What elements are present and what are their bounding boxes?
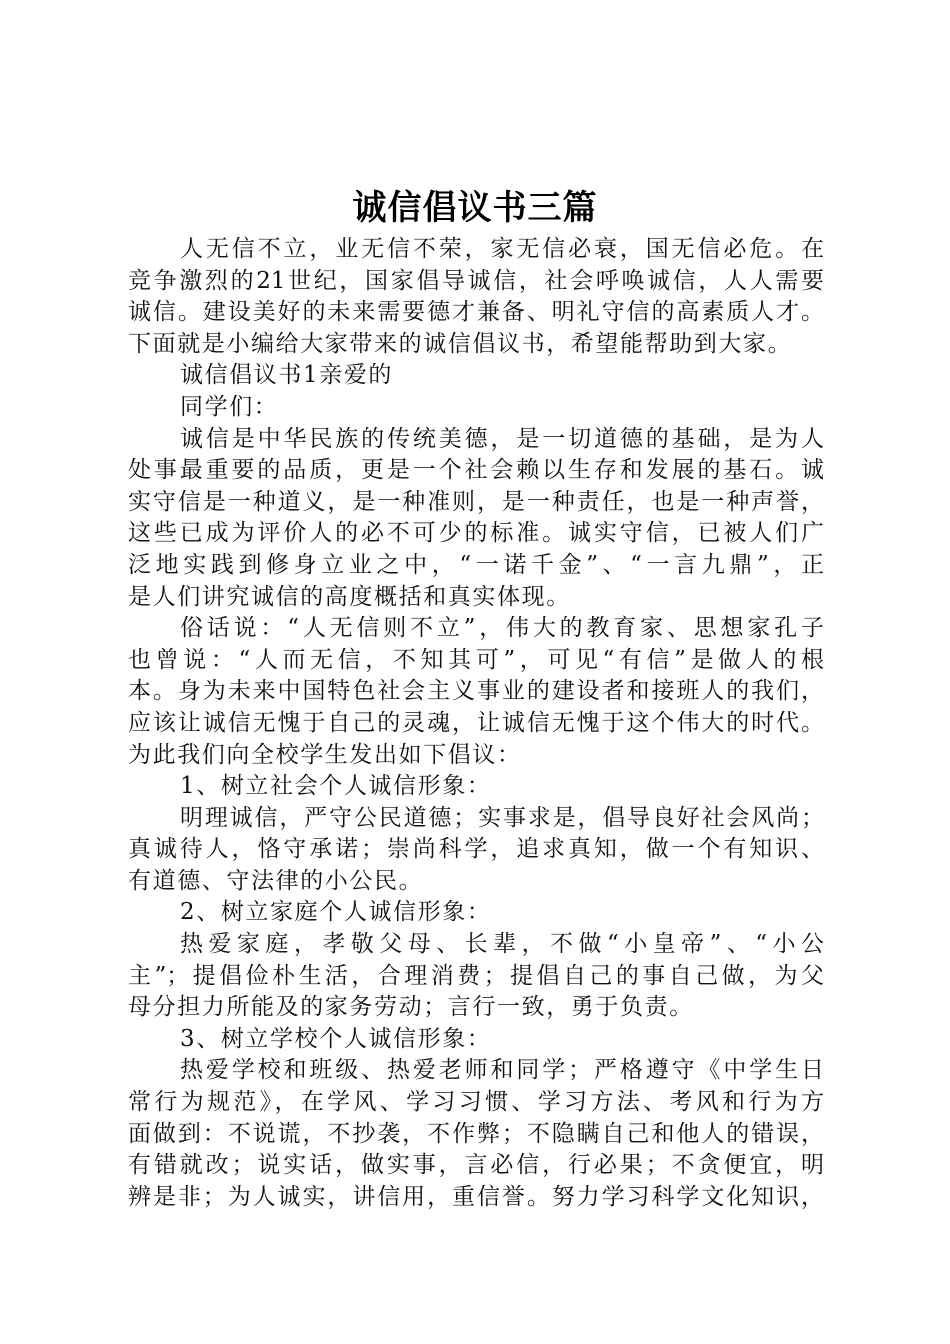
text-line: 面做到：不说谎，不抄袭，不作弊；不隐瞒自己和他人的错误， bbox=[128, 1120, 824, 1147]
text-line: 本。身为未来中国特色社会主义事业的建设者和接班人的我们， bbox=[128, 678, 824, 705]
text-line: 泛地实践到修身立业之中，“一诺千金”、“一言九鼎”，正 bbox=[128, 551, 824, 578]
text-line: 下面就是小编给大家带来的诚信倡议书，希望能帮助到大家。 bbox=[128, 330, 793, 357]
text-line: 也曾说：“人而无信，不知其可”，可见“有信”是做人的根 bbox=[128, 646, 824, 673]
text-line: 有错就改；说实话，做实事，言必信，行必果；不贪便宜，明 bbox=[128, 1152, 824, 1179]
text-line: 处事最重要的品质，更是一个社会赖以生存和发展的基石。诚 bbox=[128, 457, 824, 484]
text-line: 竞争激烈的21世纪，国家倡导诚信，社会呼唤诚信，人人需要 bbox=[128, 267, 824, 294]
text-line: 母分担力所能及的家务劳动；言行一致，勇于负责。 bbox=[128, 994, 694, 1021]
text-line: 1、树立社会个人诚信形象： bbox=[180, 773, 492, 800]
text-line: 主”；提倡俭朴生活，合理消费；提倡自己的事自己做，为父 bbox=[128, 962, 824, 989]
text-line: 2、树立家庭个人诚信形象： bbox=[180, 899, 492, 926]
text-line: 明理诚信，严守公民道德；实事求是，倡导良好社会风尚； bbox=[180, 804, 824, 831]
text-line: 真诚待人，恪守承诺；崇尚科学，追求真知，做一个有知识、 bbox=[128, 836, 824, 863]
text-line: 3、树立学校个人诚信形象： bbox=[180, 1025, 492, 1052]
text-line: 是人们讲究诚信的高度概括和真实体现。 bbox=[128, 583, 571, 610]
text-line: 诚信倡议书1亲爱的 bbox=[180, 362, 394, 389]
document-title: 诚信倡议书三篇 bbox=[352, 188, 598, 228]
document-body bbox=[128, 234, 824, 1213]
text-line: 诚信是中华民族的传统美德，是一切道德的基础，是为人 bbox=[180, 425, 824, 452]
text-line: 为此我们向全校学生发出如下倡议： bbox=[128, 741, 522, 768]
text-line: 俗话说：“人无信则不立”，伟大的教育家、思想家孔子 bbox=[180, 615, 824, 642]
text-line: 热爱学校和班级、热爱老师和同学；严格遵守《中学生日 bbox=[180, 1057, 824, 1084]
text-line: 诚信。建设美好的未来需要德才兼备、明礼守信的高素质人才。 bbox=[128, 299, 824, 326]
text-line: 热爱家庭，孝敬父母、长辈，不做“小皇帝”、“小公 bbox=[180, 931, 824, 958]
text-line: 人无信不立，业无信不荣，家无信必衰，国无信必危。在 bbox=[180, 236, 824, 262]
text-line: 同学们： bbox=[180, 393, 279, 420]
text-line: 实守信是一种道义，是一种准则，是一种责任，也是一种声誉， bbox=[128, 488, 824, 515]
text-line: 这些已成为评价人的必不可少的标准。诚实守信，已被人们广 bbox=[128, 520, 824, 547]
text-line: 有道德、守法律的小公民。 bbox=[128, 867, 424, 894]
text-line: 常行为规范》，在学风、学习习惯、学习方法、考风和行为方 bbox=[128, 1089, 824, 1116]
text-line: 应该让诚信无愧于自己的灵魂，让诚信无愧于这个伟大的时代。 bbox=[128, 709, 824, 736]
text-line: 辨是非；为人诚实，讲信用，重信誉。努力学习科学文化知识， bbox=[128, 1183, 824, 1210]
